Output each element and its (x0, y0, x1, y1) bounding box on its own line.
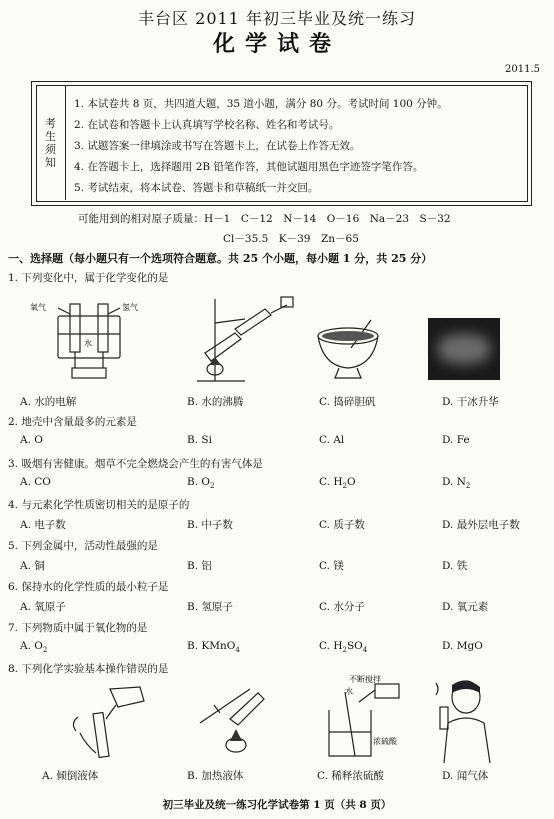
option-a: A. 倾倒液体 (42, 770, 99, 782)
option-c: C. $H_2SO_4$ (319, 640, 368, 655)
option-a: A. O (20, 434, 43, 446)
option-b: B. 水的沸腾 (187, 396, 244, 408)
electrolysis-apparatus-image (28, 298, 148, 390)
question-stem: 2. 地壳中含量最多的元素是 (8, 416, 137, 428)
stir-label: 不断搅拌 (349, 675, 381, 684)
notice-item: 2. 在试卷和答题卡上认真填写学校名称、姓名和考试号。 (74, 119, 340, 131)
section-title: 一、选择题（每小题只有一个选项符合题意。共 25 个小题，每小题 1 分，共 25 分） (8, 252, 433, 265)
heating-liquid-image (180, 683, 290, 763)
atomic-mass-line: Cl－35.5 K－39 Zn－65 (223, 233, 359, 245)
option-d: D. 铁 (442, 560, 468, 572)
option-c: C. 质子数 (319, 519, 365, 531)
water-label: 水 (84, 339, 92, 348)
option-a: A. CO (20, 476, 51, 488)
option-d: D. 最外层电子数 (442, 519, 520, 531)
question-stem: 7. 下列物质中属于氧化物的是 (8, 622, 148, 634)
hydrogen-label: 氢气 (122, 303, 138, 312)
option-d: D. 氧元素 (442, 601, 489, 613)
option-c: C. 稀释浓硫酸 (317, 770, 384, 782)
option-d: D. 闻气体 (442, 770, 489, 782)
question-stem: 6. 保持水的化学性质的最小粒子是 (8, 581, 169, 593)
exam-date: 2011.5 (505, 64, 540, 75)
mortar-pestle-image (315, 318, 381, 386)
option-b: B. 铝 (187, 560, 212, 572)
question-stem: 1. 下列变化中，属于化学变化的是 (8, 272, 169, 284)
option-c: C. Al (319, 434, 345, 446)
dry-ice-photo (428, 318, 500, 380)
notice-item: 5. 考试结束，将本试卷、答题卡和草稿纸一并交回。 (74, 182, 319, 194)
option-c: C. 捣碎胆矾 (319, 396, 376, 408)
notice-label-char: 生 (45, 129, 56, 143)
option-a: A. 铜 (20, 560, 45, 572)
pouring-liquid-image (40, 683, 160, 761)
exam-subject-title: 化学试卷 (212, 31, 341, 57)
smelling-gas-image (432, 677, 502, 763)
boiling-water-image (175, 293, 305, 389)
option-d: D. MgO (442, 640, 483, 652)
notice-label-char: 考 (45, 116, 56, 130)
diluting-acid-image (315, 672, 415, 764)
option-b: B. 氢原子 (187, 601, 233, 613)
question-stem: 3. 吸烟有害健康。烟草不完全燃烧会产生的有害气体是 (8, 458, 263, 470)
notice-label-char: 知 (45, 155, 56, 169)
option-c: C. $H_2O$ (319, 476, 356, 491)
option-b: B. $O_2$ (187, 476, 215, 491)
option-b: B. 中子数 (187, 519, 233, 531)
notice-label-char: 须 (45, 142, 56, 156)
option-c: C. 水分子 (319, 601, 365, 613)
option-a: A. 电子数 (20, 519, 66, 531)
option-b: B. KMnO$_4$ (187, 640, 240, 655)
option-d: D. Fe (442, 434, 470, 446)
question-stem: 4. 与元素化学性质密切相关的是原子的 (8, 499, 190, 511)
notice-item: 3. 试题答案一律填涂或书写在答题卡上，在试卷上作答无效。 (74, 140, 361, 152)
water-label: 水 (345, 687, 353, 696)
notice-item: 1. 本试卷共 8 页，共四道大题，35 道小题，满分 80 分。考试时间 100 分钟。 (74, 98, 448, 110)
notice-item: 4. 在答题卡上，选择题用 2B 铅笔作答，其他试题用黑色字迹签字笔作答。 (74, 161, 424, 173)
option-d: D. $N_2$ (442, 476, 471, 491)
exam-region-title: 丰台区 2011 年初三毕业及统一练习 (138, 9, 416, 28)
option-c: C. 镁 (319, 560, 344, 572)
option-b: B. 加热液体 (187, 770, 244, 782)
option-d: D. 干冰升华 (442, 396, 499, 408)
option-a: A. $O_2$ (20, 640, 48, 655)
question-stem: 8. 下列化学实验基本操作错误的是 (8, 663, 169, 675)
notice-label (36, 85, 66, 200)
atomic-mass-line: 可能用到的相对原子质量：H－1 C－12 N－14 O－16 Na－23 S－32 (78, 213, 451, 225)
option-a: A. 氧原子 (20, 601, 66, 613)
option-a: A. 水的电解 (20, 396, 77, 408)
acid-label: 浓硫酸 (373, 737, 397, 746)
question-stem: 5. 下列金属中，活动性最强的是 (8, 540, 158, 552)
oxygen-label: 氧气 (30, 303, 46, 312)
option-b: B. Si (187, 434, 212, 446)
page-footer: 初三毕业及统一练习化学试卷第 1 页（共 8 页） (162, 799, 392, 811)
